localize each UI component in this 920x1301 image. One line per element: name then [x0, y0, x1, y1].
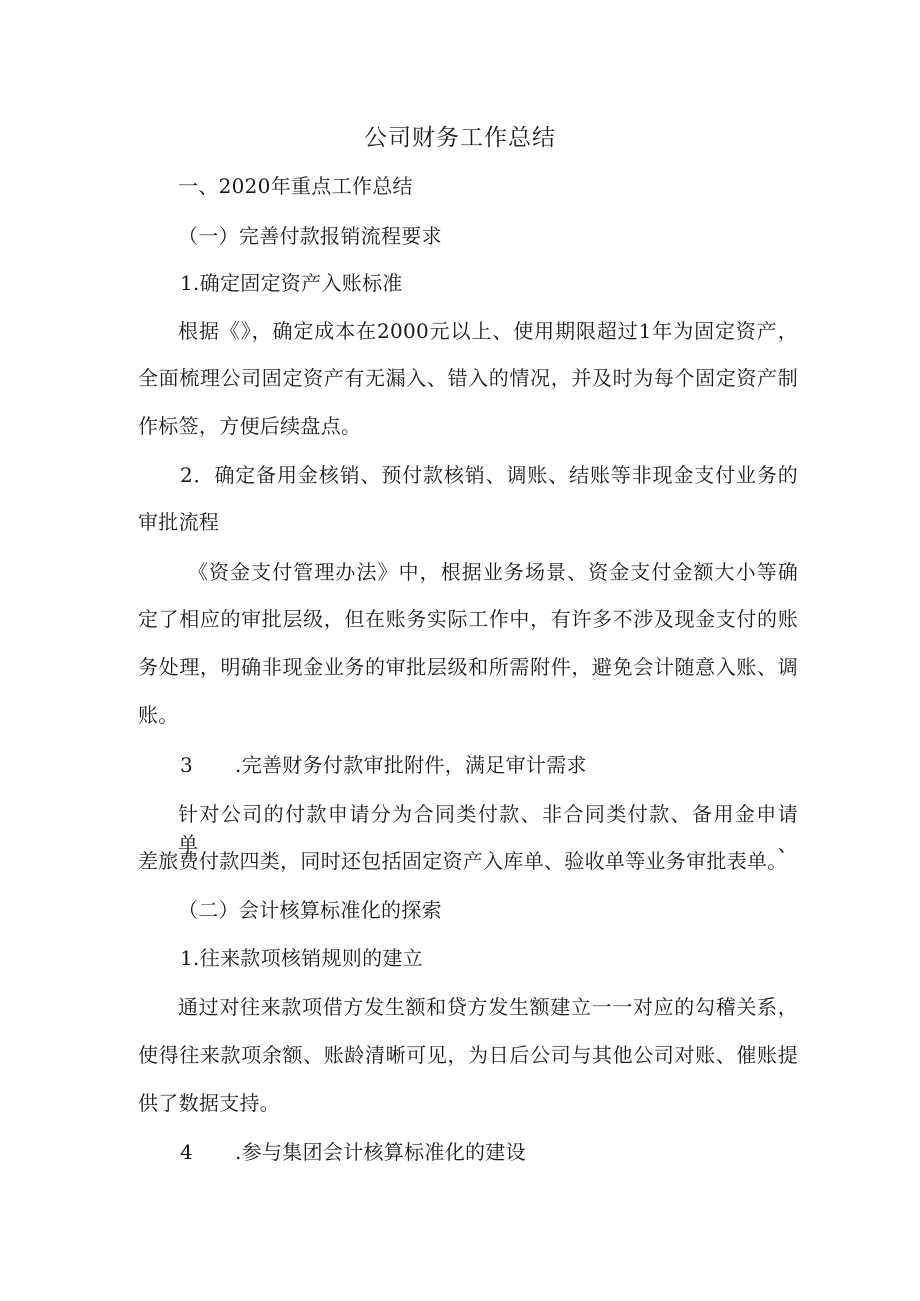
item-heading-text: .完善财务付款审批附件，满足审计需求	[235, 753, 587, 777]
paragraph-line: 定了相应的审批层级，但在账务实际工作中，有许多不涉及现金支付的账	[138, 607, 798, 631]
paragraph-line: 账。	[138, 703, 179, 727]
subsection-heading: （一）完善付款报销流程要求	[178, 224, 442, 248]
section-heading: 一、2020年重点工作总结	[178, 174, 413, 198]
item-heading	[180, 1137, 840, 1167]
item-heading: 1.往来款项核销规则的建立	[180, 946, 423, 970]
paragraph-line: 根据《》，确定成本在2000元以上、使用期限超过1年为固定资产，	[178, 319, 798, 343]
paragraph-line: 使得往来款项余额、账龄清晰可见，为日后公司与其他公司对账、催账提	[138, 1043, 798, 1067]
paragraph-line: 作标签，方便后续盘点。	[138, 414, 362, 438]
paragraph-line: 通过对往来款项借方发生额和贷方发生额建立一一对应的勾稽关系，	[178, 995, 798, 1019]
paragraph-line: 针对公司的付款申请分为合同类付款、非合同类付款、备用金申请单、	[178, 802, 798, 856]
paragraph-line: 《资金支付管理办法》中，根据业务场景、资金支付金额大小等确	[188, 560, 798, 584]
item-heading	[180, 750, 840, 780]
paragraph-line: 供了数据支持。	[138, 1091, 281, 1115]
item-heading: 1.确定固定资产入账标准	[180, 271, 403, 295]
item-heading: 2．确定备用金核销、预付款核销、调账、结账等非现金支付业务的	[180, 463, 798, 487]
subsection-heading: （二）会计核算标准化的探索	[178, 898, 442, 922]
paragraph-line: 务处理，明确非现金业务的审批层级和所需附件，避免会计随意入账、调	[138, 655, 798, 679]
item-number: 3	[180, 753, 194, 777]
item-heading: 审批流程	[138, 510, 220, 534]
paragraph-line: 全面梳理公司固定资产有无漏入、错入的情况，并及时为每个固定资产制	[138, 366, 798, 390]
document-title: 公司财务工作总结	[364, 125, 556, 151]
item-number: 4	[180, 1140, 194, 1164]
paragraph-line: 差旅费付款四类，同时还包括固定资产入库单、验收单等业务审批表单。	[138, 849, 788, 873]
item-heading-text: .参与集团会计核算标准化的建设	[235, 1140, 526, 1164]
